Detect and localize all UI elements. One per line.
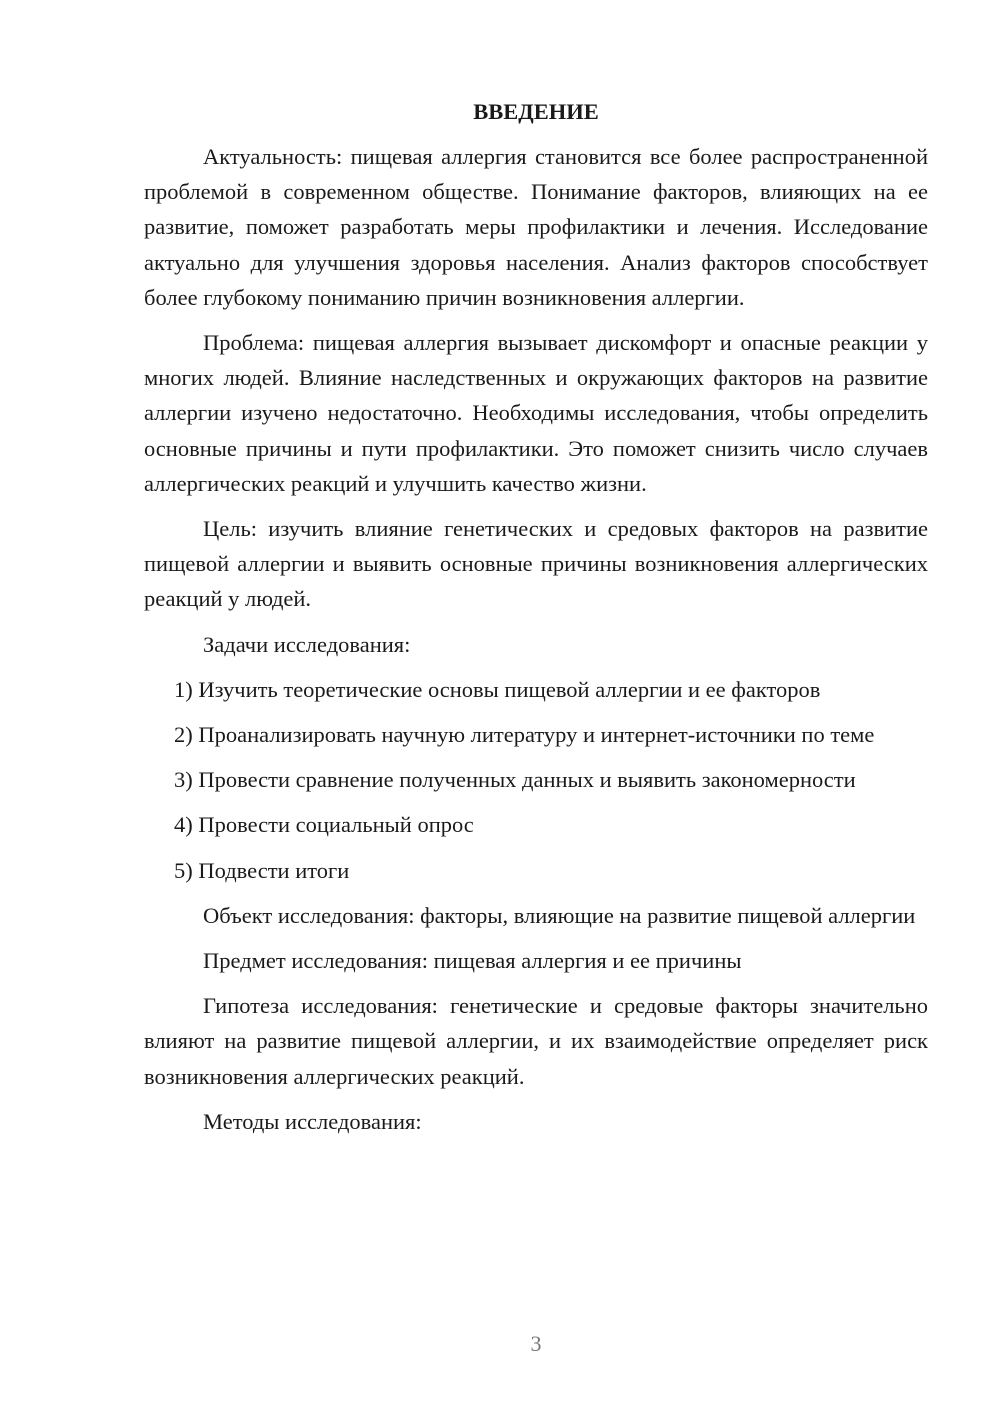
subject-paragraph: Предмет исследования: пищевая аллергия и ее причины: [203, 948, 742, 974]
relevance-paragraph: Актуальность: пищевая аллергия становится все более распространенной проблемой в современном обществе. Понимание факторов, влияющих на ее развитие, поможет разработать меры профилактики и лечения. Исследование актуально для улучшения здоровья населения. Анализ факторов способствует более глубокому пониманию причин возникновения аллергии.: [144, 144, 928, 310]
task-item-2: 2) Проанализировать научную литературу и интернет-источники по теме: [174, 722, 875, 748]
task-item-3: 3) Провести сравнение полученных данных и выявить закономерности: [174, 767, 856, 793]
goal-paragraph: Цель: изучить влияние генетических и средовых факторов на развитие пищевой аллергии и выявить основные причины возникновения аллергических реакций у людей.: [144, 516, 928, 612]
task-item-4: 4) Провести социальный опрос: [174, 812, 474, 838]
methods-heading: Методы исследования:: [203, 1108, 422, 1134]
object-paragraph: Объект исследования: факторы, влияющие на развитие пищевой аллергии: [203, 902, 916, 928]
problem-paragraph: Проблема: пищевая аллергия вызывает дискомфорт и опасные реакции у многих людей. Влияние наследственных и окружающих факторов на развитие аллергии изучено недостаточно. Необходимы исследования, чтобы определить основные причины и пути профилактики. Это поможет снизить число случаев аллергических реакций и улучшить качество жизни.: [144, 330, 928, 496]
task-item-1: 1) Изучить теоретические основы пищевой аллергии и ее факторов: [174, 676, 821, 702]
document-page: [144, 94, 928, 1149]
page-title: ВВЕДЕНИЕ: [473, 99, 599, 124]
hypothesis-paragraph: Гипотеза исследования: генетические и средовые факторы значительно влияют на развитие пищевой аллергии, и их взаимодействие определяет риск возникновения аллергических реакций.: [144, 993, 928, 1089]
page-number: 3: [530, 1331, 542, 1356]
task-item-5: 5) Подвести итоги: [174, 857, 350, 883]
tasks-heading: Задачи исследования:: [203, 631, 411, 657]
